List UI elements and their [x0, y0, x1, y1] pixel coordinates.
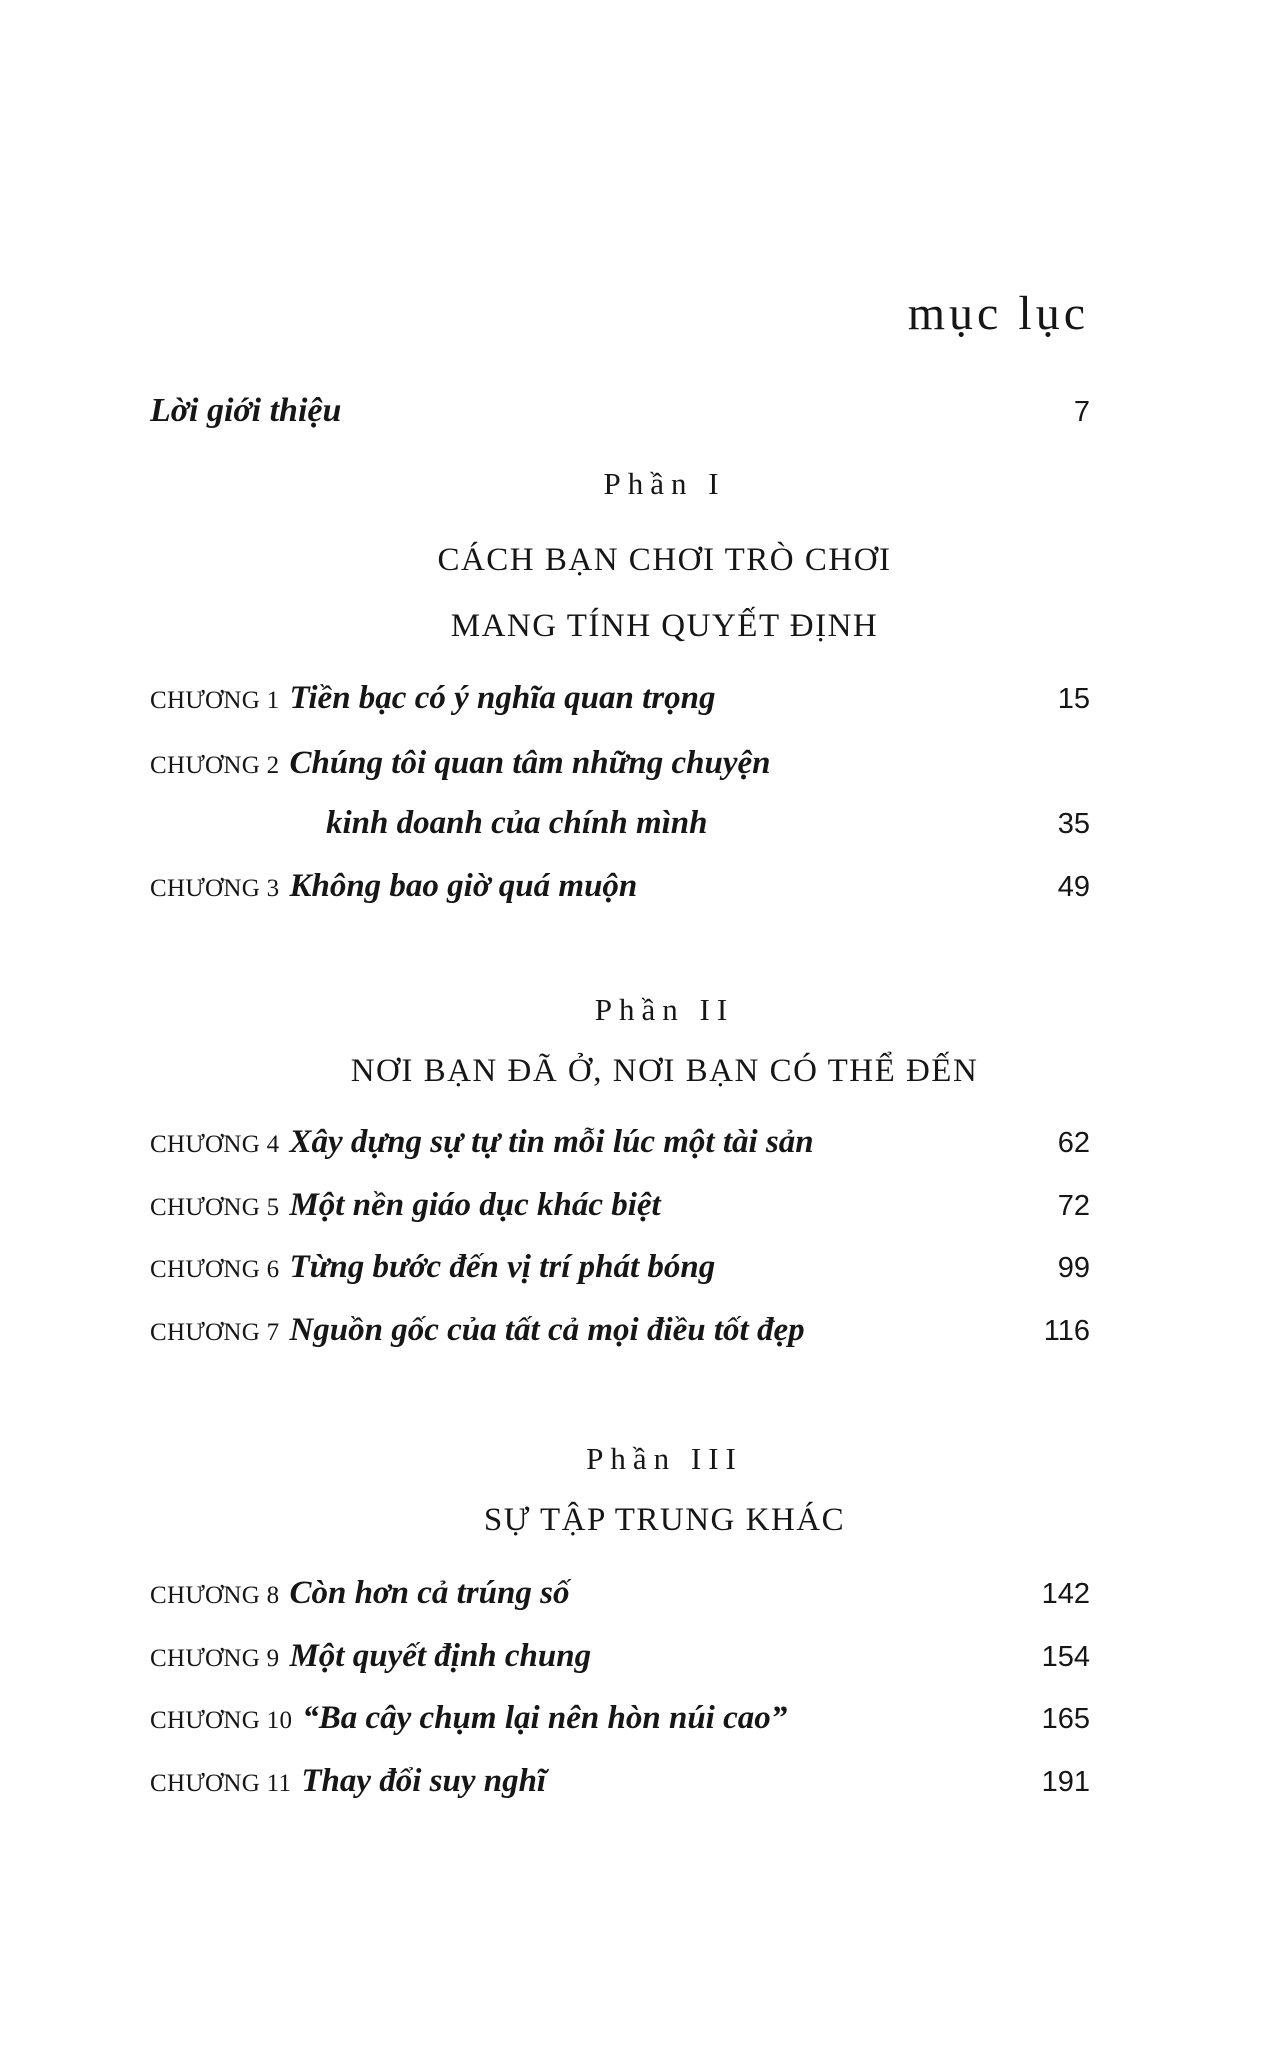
chapter-page-number: 49 — [1057, 871, 1090, 903]
chapter-label: CHƯƠNG 7 — [150, 1319, 280, 1346]
toc-entry-chapter-4[interactable] — [150, 1124, 1090, 1161]
chapter-label: CHƯƠNG 10 — [150, 1707, 293, 1734]
chapter-page-number: 35 — [1057, 808, 1090, 840]
toc-entry-chapter-5[interactable] — [150, 1187, 1090, 1224]
chapter-label: CHƯƠNG 5 — [150, 1194, 280, 1221]
part-1-title-line-1: CÁCH BẠN CHƠI TRÒ CHƠI — [437, 542, 892, 578]
toc-entry-chapter-2-continued[interactable] — [150, 805, 1090, 842]
chapter-title: Từng bước đến vị trí phát bóng — [289, 1249, 716, 1285]
toc-title: mục lục — [907, 287, 1089, 340]
chapter-label: CHƯƠNG 1 — [150, 687, 280, 714]
part-2-label: Phần II — [594, 992, 735, 1027]
chapter-title: Còn hơn cả trúng số — [289, 1575, 570, 1611]
chapter-label: CHƯƠNG 6 — [150, 1256, 280, 1283]
toc-entry-chapter-9[interactable] — [150, 1638, 1090, 1675]
part-1-title-line-2: MANG TÍNH QUYẾT ĐỊNH — [450, 608, 879, 644]
toc-entry-chapter-7[interactable] — [150, 1312, 1090, 1349]
chapter-label: CHƯƠNG 9 — [150, 1645, 280, 1672]
chapter-label: CHƯƠNG 8 — [150, 1582, 280, 1609]
chapter-label: CHƯƠNG 2 — [150, 752, 280, 779]
toc-entry-chapter-10[interactable] — [150, 1700, 1090, 1737]
toc-entry-chapter-1[interactable] — [150, 680, 1090, 717]
part-3-title-line-1: SỰ TẬP TRUNG KHÁC — [483, 1502, 846, 1538]
chapter-title: Một nền giáo dục khác biệt — [289, 1187, 661, 1223]
chapter-title: “Ba cây chụm lại nên hòn núi cao” — [302, 1700, 788, 1736]
chapter-title: Không bao giờ quá muộn — [289, 868, 638, 904]
part-2-title-line-1: NƠI BẠN ĐÃ Ở, NƠI BẠN CÓ THỂ ĐẾN — [350, 1053, 979, 1089]
chapter-title: Một quyết định chung — [289, 1638, 592, 1674]
chapter-label: CHƯƠNG 3 — [150, 875, 280, 902]
toc-entry-chapter-8[interactable] — [150, 1575, 1090, 1612]
intro-label: Lời giới thiệu — [150, 392, 342, 429]
toc-entry-chapter-6[interactable] — [150, 1249, 1090, 1286]
chapter-title-continued: kinh doanh của chính mình — [326, 805, 708, 841]
chapter-page-number: 154 — [1041, 1641, 1090, 1673]
chapter-page-number: 191 — [1041, 1766, 1090, 1798]
chapter-title: Tiền bạc có ý nghĩa quan trọng — [289, 680, 716, 716]
chapter-title: Thay đổi suy nghĩ — [301, 1763, 547, 1799]
part-1-label: Phần I — [603, 466, 726, 501]
toc-entry-chapter-2[interactable] — [150, 745, 1090, 782]
chapter-label: CHƯƠNG 11 — [150, 1770, 292, 1797]
chapter-label: CHƯƠNG 4 — [150, 1131, 280, 1158]
toc-entry-chapter-11[interactable] — [150, 1763, 1090, 1800]
chapter-page-number: 142 — [1041, 1578, 1090, 1610]
chapter-title: Xây dựng sự tự tin mỗi lúc một tài sản — [289, 1124, 814, 1160]
toc-entry-intro[interactable] — [150, 392, 1090, 430]
chapter-page-number: 62 — [1057, 1127, 1090, 1159]
chapter-page-number: 72 — [1057, 1190, 1090, 1222]
part-3-label: Phần III — [586, 1441, 743, 1476]
chapter-page-number: 15 — [1057, 683, 1090, 715]
chapter-page-number: 165 — [1041, 1703, 1090, 1735]
chapter-title: Chúng tôi quan tâm những chuyện — [289, 745, 771, 781]
chapter-title: Nguồn gốc của tất cả mọi điều tốt đẹp — [289, 1312, 805, 1348]
toc-entry-chapter-3[interactable] — [150, 868, 1090, 905]
chapter-page-number: 99 — [1057, 1252, 1090, 1284]
intro-page-number: 7 — [1073, 396, 1090, 428]
chapter-page-number: 116 — [1043, 1315, 1090, 1347]
